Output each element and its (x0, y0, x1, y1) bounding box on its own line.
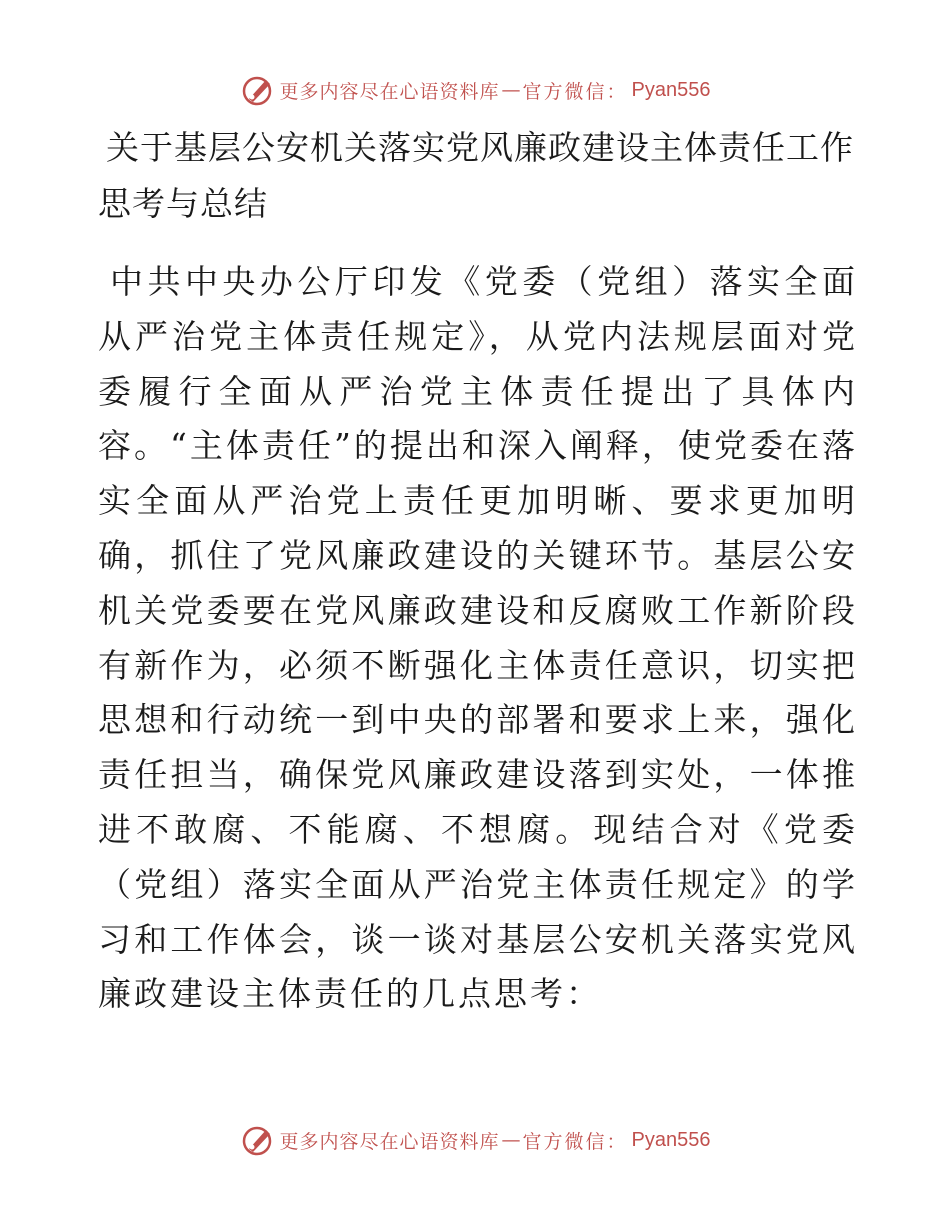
watermark-wechat-label: 官方微信： (522, 80, 628, 103)
watermark-wechat-label: 官方微信： (522, 1130, 628, 1153)
document-paragraph: 中共中央办公厅印发《党委（党组）落实全面从严治党主体责任规定》，从党内法规层面对党委履行全面从严治党主体责任提出了具体内容。“主体责任”的提出和深入阐释，使党委在落实全面从严治党上责任更加明晰、要求更加明确，抓住了党风廉政建设的关键环节。基层公安机关党委要在党风廉政建设和反腐败工作新阶段有新作为，必须不断强化主体责任意识，切实把思想和行动统一到中央的部署和要求上来，强化责任担当，确保党风廉政建设落到实处，一体推进不敢腐、不能腐、不想腐。现结合对《党委（党组）落实全面从严治党主体责任规定》的学习和工作体会，谈一谈对基层公安机关落实党风廉政建设主体责任的几点思考： (98, 262, 858, 1014)
watermark-separator: — (501, 79, 521, 101)
watermark-footer (0, 1120, 950, 1160)
watermark-separator: — (501, 1129, 521, 1151)
watermark-wechat-id: Pyan556 (631, 1128, 711, 1151)
pen-logo-icon (240, 72, 276, 108)
watermark-site: 更多内容尽在心语资料库 (279, 80, 500, 103)
watermark-wechat-id: Pyan556 (631, 78, 711, 101)
pen-logo-icon (240, 1122, 276, 1158)
watermark-site: 更多内容尽在心语资料库 (279, 1130, 500, 1153)
document-title: 关于基层公安机关落实党风廉政建设主体责任工作思考与总结 (98, 128, 854, 223)
watermark-header (0, 70, 950, 110)
